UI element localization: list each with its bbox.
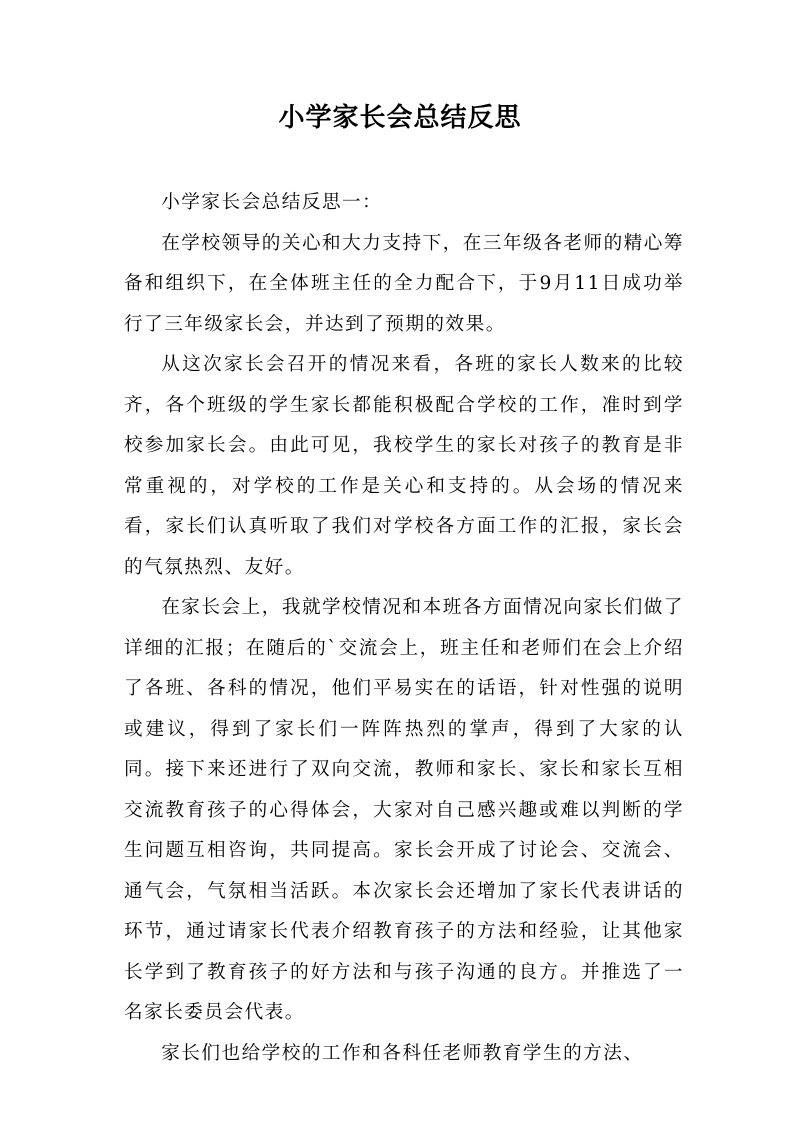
paragraph: 家长们也给学校的工作和各科任老师教育学生的方法、 bbox=[161, 1042, 644, 1064]
paragraph: 在学校领导的关心和大力支持下，在三年级各老师的精心筹备和组织下，在全体班主任的全力配合下，于9月11日成功举行了三年级家长会，并达到了预期的效果。 bbox=[124, 232, 684, 335]
section-heading: 小学家长会总结反思一： bbox=[161, 192, 383, 213]
paragraph: 在家长会上，我就学校情况和本班各方面情况向家长们做了详细的汇报；在随后的`交流会上，班主任和老师们在会上介绍了各班、各科的情况，他们平易实在的话语，针对性强的说明或建议，得到了家长们一阵阵热烈的掌声，得到了大家的认同。接下来还进行了双向交流，教师和家长、家长和家长互相交流教育孩子的心得体会，大家对自己感兴趣或难以判断的学生问题互相咨询，共同提高。家长会开成了讨论会、交流会、通气会，气氛相当活跃。本次家长会还增加了家长代表讲话的环节，通过请家长代表介绍教育孩子的方法和经验，让其他家长学到了教育孩子的好方法和与孩子沟通的良方。并推选了一名家长委员会代表。 bbox=[124, 597, 684, 1023]
document-body bbox=[124, 183, 684, 1074]
page-title: 小学家长会总结反思 bbox=[278, 103, 522, 133]
paragraph: 从这次家长会召开的情况来看，各班的家长人数来的比较齐，各个班级的学生家长都能积极配合学校的工作，准时到学校参加家长会。由此可见，我校学生的家长对孩子的教育是非常重视的，对学校的工作是关心和支持的。从会场的情况来看，家长们认真听取了我们对学校各方面工作的汇报，家长会的气氛热烈、友好。 bbox=[124, 354, 684, 578]
